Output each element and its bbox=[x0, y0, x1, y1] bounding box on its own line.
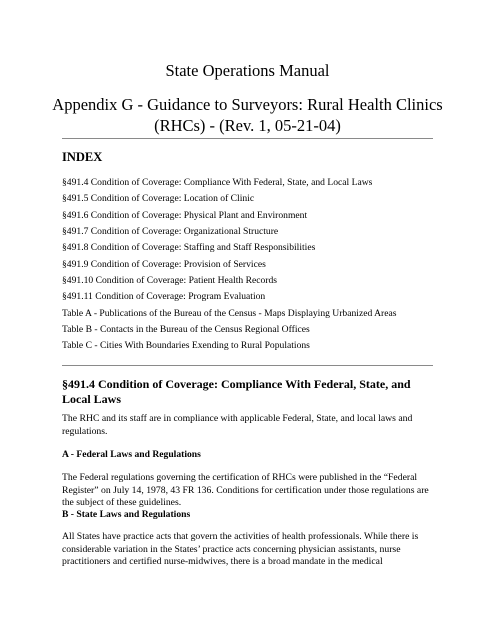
section-heading: §491.4 Condition of Coverage: Compliance With Federal, State, and Local Laws bbox=[62, 377, 411, 406]
index-item[interactable]: §491.10 Condition of Coverage: Patient Health Records bbox=[62, 275, 278, 287]
manual-title: State Operations Manual bbox=[165, 61, 330, 80]
index-item[interactable]: §491.4 Condition of Coverage: Compliance With Federal, State, and Local Laws bbox=[62, 177, 373, 188]
index-item[interactable]: §491.11 Condition of Coverage: Program Evaluation bbox=[62, 291, 266, 303]
index-heading: INDEX bbox=[62, 150, 103, 164]
subsection-a-heading: A - Federal Laws and Regulations bbox=[62, 449, 201, 460]
section-divider bbox=[62, 365, 433, 366]
index-item[interactable]: §491.8 Condition of Coverage: Staffing and Staff Responsibilities bbox=[62, 242, 316, 254]
section-intro-paragraph: The RHC and its staff are in compliance with applicable Federal, State, and local laws and regulations. bbox=[62, 413, 413, 437]
index-list bbox=[62, 177, 397, 357]
subsection-a-paragraph: The Federal regulations governing the certification of RHCs were published in the “Federal Register” on July 14, 1978, 43 FR 136. Conditions for certification under those regulations are the subject of these guidelines. bbox=[62, 472, 429, 509]
subsection-b-paragraph: All States have practice acts that govern the activities of health professionals. While there is considerable variation in the States’ practice acts concerning physician assistants, nurse practitioners and certified nurse-midwives, there is a broad mandate in the medical bbox=[62, 531, 419, 568]
index-item[interactable]: §491.7 Condition of Coverage: Organizational Structure bbox=[62, 226, 279, 238]
appendix-title-line-1: Appendix G - Guidance to Surveyors: Rural Health Clinics bbox=[52, 95, 443, 114]
index-item[interactable]: Table C - Cities With Boundaries Exending to Rural Populations bbox=[62, 340, 310, 352]
index-item[interactable]: Table B - Contacts in the Bureau of the Census Regional Offices bbox=[62, 324, 310, 336]
header-divider bbox=[62, 138, 433, 139]
appendix-title-line-2: (RHCs) - (Rev. 1, 05-21-04) bbox=[154, 116, 341, 135]
index-item[interactable]: §491.5 Condition of Coverage: Location of Clinic bbox=[62, 193, 255, 205]
index-item[interactable]: §491.9 Condition of Coverage: Provision of Services bbox=[62, 258, 266, 270]
index-item[interactable]: §491.6 Condition of Coverage: Physical Plant and Environment bbox=[62, 209, 308, 221]
subsection-b-heading: B - State Laws and Regulations bbox=[62, 509, 191, 520]
index-item[interactable]: Table A - Publications of the Bureau of the Census - Maps Displaying Urbanized Areas bbox=[62, 307, 397, 319]
